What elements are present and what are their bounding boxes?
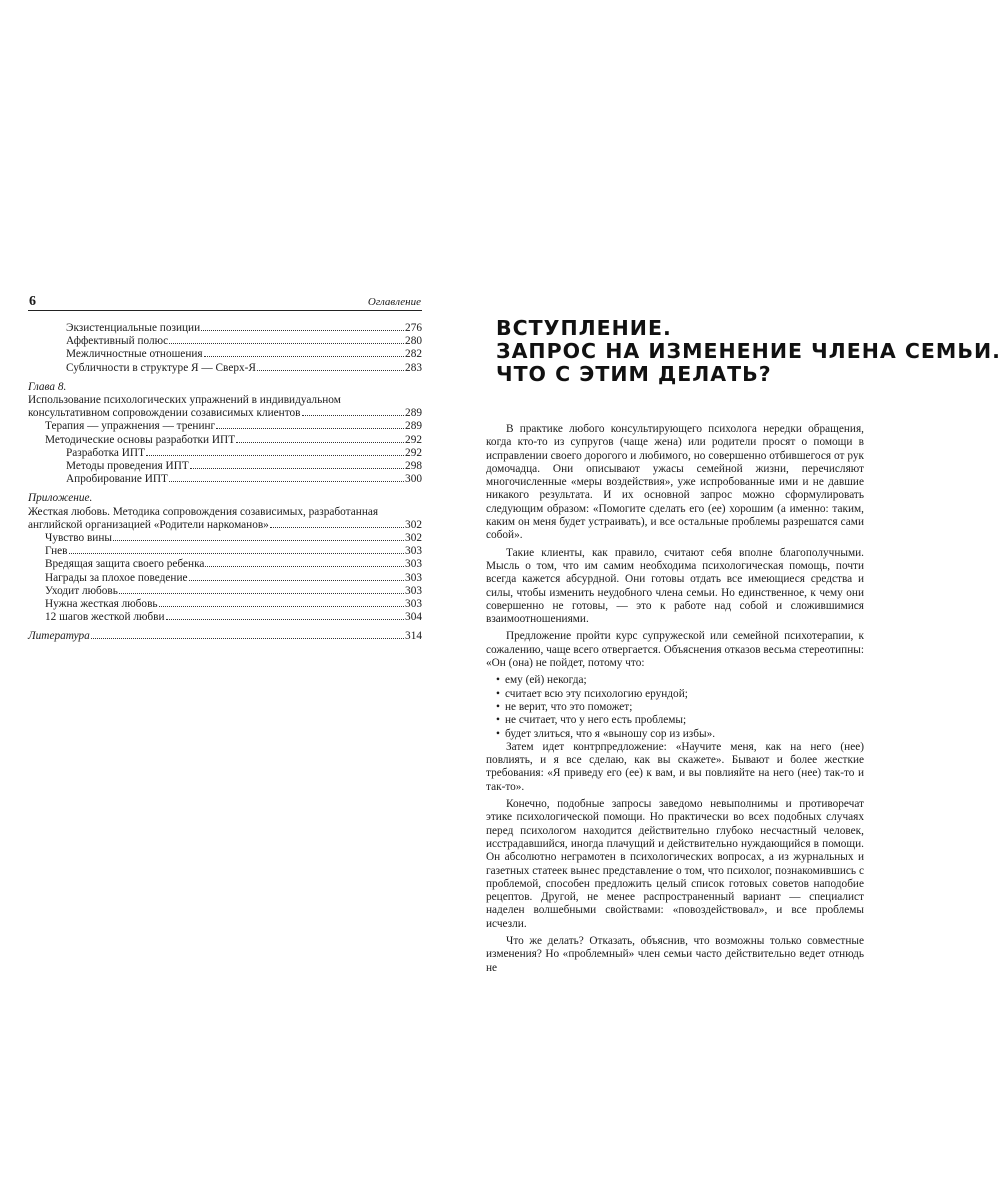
right-page [486, 292, 1001, 979]
paragraph: Предложение пройти курс супружеской или семейной психотерапии, к сожалению, чаще всего отвергается. Объяснения отказов весьма стереотипны: «Он (она) не пойдет, потому что: [486, 630, 864, 670]
list-item: • считает всю эту психологию ерундой; [496, 688, 864, 701]
toc-entry[interactable]: консультативном сопровождении созависимых клиентов 289 [28, 407, 422, 420]
appendix-label: Приложение. [28, 492, 93, 505]
toc-entry[interactable]: Апробирование ИПТ 300 [66, 473, 422, 486]
list-item: • будет злиться, что я «выношу сор из избы». [496, 728, 864, 741]
toc-entry[interactable]: Разработка ИПТ 292 [66, 446, 422, 459]
toc-entry[interactable]: Награды за плохое поведение 303 [45, 571, 422, 584]
paragraph: Что же делать? Отказать, объяснив, что возможны только совместные изменения? Но «проблемный» член семьи часто действительно ведет отнюдь не [486, 934, 864, 974]
heading-line: ЗАПРОС НА ИЗМЕНЕНИЕ ЧЛЕНА СЕМЬИ. [496, 339, 1001, 363]
toc-entry[interactable]: Уходит любовь 303 [45, 584, 422, 597]
body-text [486, 423, 864, 975]
chapter-label: Глава 8. [28, 380, 67, 393]
running-head-title: Оглавление [367, 296, 421, 308]
table-of-contents [28, 322, 422, 644]
toc-entry[interactable]: Чувство вины 302 [45, 532, 422, 545]
toc-entry[interactable]: Экзистенциальные позиции 276 [66, 322, 422, 334]
list-item: • ему (ей) некогда; [496, 674, 864, 687]
toc-entry[interactable]: Аффективный полюс 280 [66, 335, 422, 348]
toc-entry[interactable]: английской организацией «Родители наркоманов» 302 [28, 518, 422, 531]
chapter-heading [496, 316, 1001, 386]
heading-line: ЧТО С ЭТИМ ДЕЛАТЬ? [496, 362, 772, 386]
list-item: • не верит, что это поможет; [496, 701, 864, 714]
toc-entry[interactable]: Вредящая защита своего ребенка 303 [45, 558, 422, 571]
bullet-list [486, 674, 864, 740]
page-number: 6 [29, 294, 36, 309]
left-page [28, 292, 422, 644]
toc-entry[interactable]: Методические основы разработки ИПТ 292 [45, 433, 422, 446]
chapter-title[interactable]: Использование психологических упражнений в индивидуальном [28, 394, 341, 407]
toc-entry[interactable]: Субличности в структуре Я — Сверх-Я 283 [66, 361, 422, 374]
running-header [28, 292, 422, 311]
paragraph: Конечно, подобные запросы заведомо невыполнимы и противоречат этике психологической помощи. Но практически во всех подобных случаях перед психологом находится действительно глубоко несчастный человек, исстрадавшийся, иногда плачущий и действительно нуждающийся в помощи. Он абсолютно неграмотен в психологических вопросах, а из журнальных и газетных статеек вынес представление о том, что психолог, познакомившись с проблемой, способен предложить целый список готовых советов наподобие рецептов. Другой, не менее распространенный вариант — специалист наделен волшебными свойствами: «повоздействовал», и все проблемы исчезли. [486, 798, 864, 930]
toc-entry[interactable]: Гнев 303 [45, 545, 422, 558]
toc-entry[interactable]: 12 шагов жесткой любви 304 [45, 611, 422, 624]
paragraph: Затем идет контрпредложение: «Научите меня, как на него (нее) повлиять, и я все сделаю, как вы скажете». Бывают и более жесткие требования: «Я приведу его (ее) к вам, и вы повлияйте на него (нее) так-то и так-то». [486, 740, 864, 793]
toc-entry-literature[interactable]: Литература 314 [28, 630, 422, 643]
toc-entry[interactable]: Нужна жесткая любовь 303 [45, 598, 422, 611]
paragraph: В практике любого консультирующего психолога нередки обращения, когда кто-то из супругов (чаще жена) или родители просят о помощи в исправлении своего дорогого и любимого, но совершенно отбившегося от рук домочадца. Они описывают ужасы семейной жизни, перечисляют многочисленные «меры воздействия», уже испробованные ими и не давшие никакого результата. И их основной запрос можно сформулировать следующим образом: «Помогите сделать его (ее) хорошим (а именно: таким, каким он меня будет устраивать), и все остальные проблемы разрешатся сами собой». [486, 423, 864, 542]
toc-entry[interactable]: Терапия — упражнения — тренинг 289 [45, 420, 422, 433]
paragraph: Такие клиенты, как правило, считают себя вполне благополучными. Мысль о том, что им самим необходима психологическая помощь, почти всегда кажется абсурдной. Они готовы отдать все имеющиеся средства и силы, чтобы изменить неудобного члена семьи. Но единственное, к чему они совершенно не готовы, — это к работе над собой и сложившимися взаимоотношениями. [486, 546, 864, 626]
toc-entry[interactable]: Межличностные отношения 282 [66, 348, 422, 361]
toc-entry[interactable]: Методы проведения ИПТ 298 [66, 460, 422, 473]
list-item: • не считает, что у него есть проблемы; [496, 714, 864, 727]
appendix-title[interactable]: Жесткая любовь. Методика сопровождения созависимых, разработанная [28, 505, 379, 518]
heading-line: ВСТУПЛЕНИЕ. [496, 316, 672, 340]
